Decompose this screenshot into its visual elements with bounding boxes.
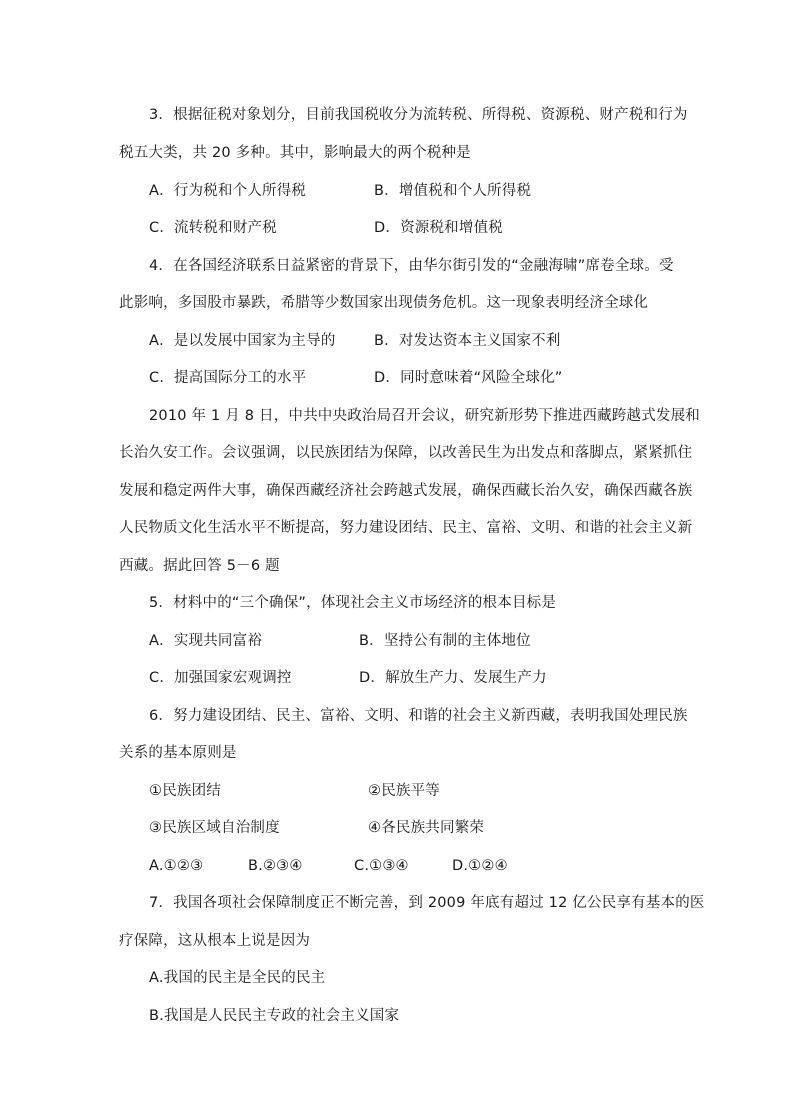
q4-option-c: C．提高国际分工的水平 bbox=[149, 370, 307, 386]
q7-option-a: A.我国的民主是全民的民主 bbox=[149, 970, 326, 986]
q6-stem-line2: 关系的基本原则是 bbox=[119, 745, 237, 761]
q6-option-d: D.①②④ bbox=[452, 858, 508, 874]
q6-item-2: ②民族平等 bbox=[368, 783, 440, 799]
q6-option-a: A.①②③ bbox=[149, 858, 204, 874]
material-line5: 西藏。据此回答 5－6 题 bbox=[119, 558, 280, 574]
material-line4: 人民物质文化生活水平不断提高，努力建设团结、民主、富裕、文明、和谐的社会主义新 bbox=[119, 520, 693, 536]
q3-stem-line2: 税五大类，共 20 多种。其中，影响最大的两个税种是 bbox=[119, 145, 471, 161]
q4-option-d: D．同时意味着“风险全球化” bbox=[374, 370, 563, 386]
material-line3: 发展和稳定两件大事，确保西藏经济社会跨越式发展，确保西藏长治久安，确保西藏各族 bbox=[119, 483, 693, 499]
q4-option-b: B．对发达资本主义国家不利 bbox=[374, 333, 561, 349]
q5-option-b: B．坚持公有制的主体地位 bbox=[359, 633, 531, 649]
q3-option-b: B．增值税和个人所得税 bbox=[374, 183, 532, 199]
q7-option-b: B.我国是人民民主专政的社会主义国家 bbox=[149, 1008, 400, 1024]
material-line2: 长治久安工作。会议强调，以民族团结为保障，以改善民生为出发点和落脚点，紧紧抓住 bbox=[119, 445, 693, 461]
q4-option-a: A．是以发展中国家为主导的 bbox=[149, 333, 336, 349]
q3-stem-line1: 3．根据征税对象划分，目前我国税收分为流转税、所得税、资源税、财产税和行为 bbox=[149, 107, 688, 123]
q7-stem-line1: 7．我国各项社会保障制度正不断完善，到 2009 年底有超过 12 亿公民享有基本的医 bbox=[149, 895, 705, 911]
q6-stem-line1: 6．努力建设团结、民主、富裕、文明、和谐的社会主义新西藏，表明我国处理民族 bbox=[149, 708, 688, 724]
q5-option-a: A．实现共同富裕 bbox=[149, 633, 263, 649]
q6-option-c: C.①③④ bbox=[354, 858, 409, 874]
q6-option-b: B.②③④ bbox=[248, 858, 303, 874]
q6-item-4: ④各民族共同繁荣 bbox=[368, 820, 485, 836]
q6-item-3: ③民族区域自治制度 bbox=[149, 820, 280, 836]
q7-stem-line2: 疗保障，这从根本上说是因为 bbox=[119, 933, 311, 949]
q5-option-d: D．解放生产力、发展生产力 bbox=[359, 670, 547, 686]
material-line1: 2010 年 1 月 8 日，中共中央政治局召开会议，研究新形势下推进西藏跨越式发展和 bbox=[149, 408, 700, 424]
q5-option-c: C．加强国家宏观调控 bbox=[149, 670, 292, 686]
q3-option-c: C．流转税和财产税 bbox=[149, 220, 277, 236]
q3-option-a: A．行为税和个人所得税 bbox=[149, 183, 307, 199]
q4-stem-line2: 此影响，多国股市暴跌，希腊等少数国家出现债务危机。这一现象表明经济全球化 bbox=[119, 295, 649, 311]
q4-stem-line1: 4．在各国经济联系日益紧密的背景下，由华尔街引发的“金融海啸”席卷全球。受 bbox=[149, 258, 674, 274]
q5-stem: 5．材料中的“三个确保”，体现社会主义市场经济的根本目标是 bbox=[149, 595, 557, 611]
q6-item-1: ①民族团结 bbox=[149, 783, 221, 799]
q3-option-d: D．资源税和增值税 bbox=[374, 220, 503, 236]
